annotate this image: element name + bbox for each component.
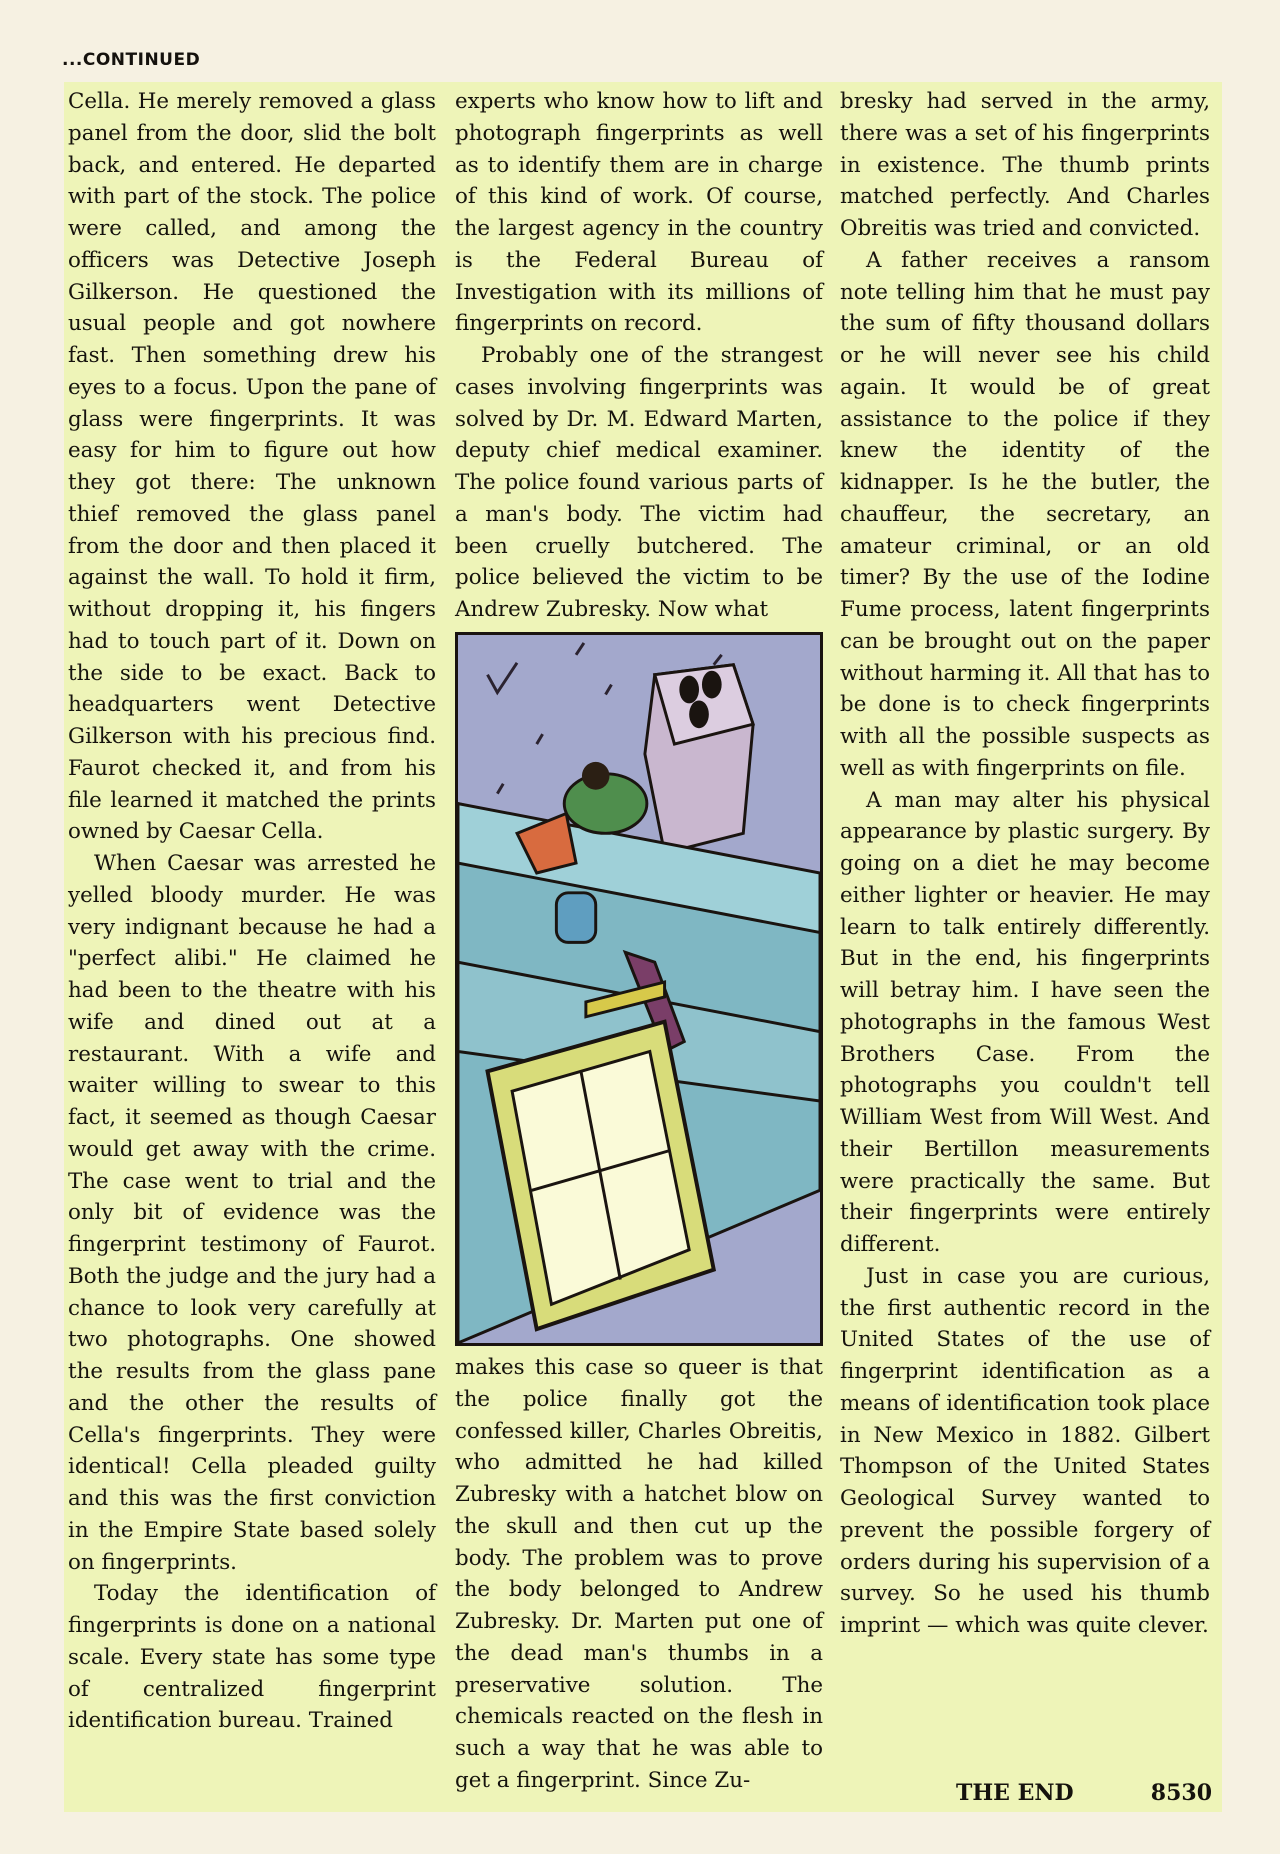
paragraph: Just in case you are curious, the first authentic record in the United States of the use of fingerprint identification as a means of identification took place in New Mexico in 1882. Gilbert Thompson of the United States Geological Survey wanted to prevent the possible forgery of orders during his supervision of a survey. So he used his thumb imprint — which was quite clever. — [840, 1263, 1210, 1638]
paragraph: Cella. He merely removed a glass panel from the door, slid the bolt back, and entered. He departed with part of the stock. The police were called, and among the officers was Detective Joseph Gilkerson. He questioned the usual people and got nowhere fast. Then something drew his eyes to a focus. Upon the pane of glass were fingerprints. It was easy for him to figure out how they got there: The unknown thief removed the glass panel from the door and then placed it against the wall. To hold it firm, without dropping it, his fingers had to touch part of it. Down on the side to be exact. Back to headquarters went Detective Gilkerson with his precious find. Faurot checked it, and from his file learned it matched the prints owned by Caesar Cella. — [68, 89, 436, 845]
paragraph: A father receives a ransom note telling him that he must pay the sum of fifty thousand dollars or he will never see his child again. It would be of great assistance to the police if they knew the identity of the kidnapper. Is he the butler, the chauffeur, the secretary, an amateur criminal, or an old timer? By the use of the Iodine Fume process, latent fingerprints can be brought out on the paper without harming it. All that has to be done is to check fingerprints with all the possible suspects as well as with fingerprints on file. — [840, 247, 1210, 781]
article-footer — [956, 1780, 1212, 1806]
article-column-3 — [840, 86, 1210, 1642]
paragraph: experts who know how to lift and photograph fingerprints as well as to identify them are in charge of this kind of work. Of course, the largest agency in the country is the Federal Bureau of Investigation with its millions of fingerprints on record. — [455, 89, 823, 337]
continued-label: ...CONTINUED — [62, 50, 201, 70]
the-end-label: THE END — [956, 1780, 1074, 1806]
page-code: 8530 — [1150, 1780, 1212, 1806]
paragraph: Today the identification of fingerprints is done on a national scale. Every state has some type of centralized fingerprint identification bureau. Trained — [68, 1581, 436, 1734]
article-column-2-top — [455, 86, 823, 626]
paragraph: A man may alter his physical appearance by plastic surgery. By going on a diet he may become either lighter or heavier. He may learn to talk entirely differently. But in the end, his fingerprints will betray him. I have seen the photographs in the famous West Brothers Case. From the photographs you couldn't tell William West from Will West. And their Bertillon measurements were practically the same. But their fingerprints were entirely different. — [840, 787, 1210, 1257]
paragraph: When Caesar was arrested he yelled bloody murder. He was very indignant because he had a "perfect alibi." He claimed he had been to the theatre with his wife and dined out at a restaurant. With a wife and waiter willing to swear to this fact, it seemed as though Caesar would get away with the crime. The case went to trial and the only bit of evidence was the fingerprint testimony of Faurot. Both the judge and the jury had a chance to look very carefully at two photographs. One showed the results from the glass pane and the other the results of Cella's fingerprints. They were identical! Cella pleaded guilty and this was the first conviction in the Empire State based solely on fingerprints. — [68, 851, 436, 1575]
paragraph: makes this case so queer is that the police finally got the confessed killer, Charles Obreitis, who admitted he had killed Zubresky with a hatchet blow on the skull and then cut up the body. The problem was to prove the body belonged to Andrew Zubresky. Dr. Marten put one of the dead man's thumbs in a preservative solution. The chemicals reacted on the flesh in such a way that he was able to get a fingerprint. Since Zu- — [455, 1355, 823, 1793]
paragraph: Probably one of the strangest cases involving fingerprints was solved by Dr. M. Edward Marten, deputy chief medical examiner. The police found various parts of a man's body. The victim had been cruelly butchered. The police believed the victim to be Andrew Zubresky. Now what — [455, 343, 823, 622]
thief-climbing-building-illustration — [455, 632, 823, 1346]
article-column-2-bottom — [455, 1352, 823, 1797]
article-column-1 — [68, 86, 436, 1737]
paragraph: bresky had served in the army, there was a set of his fingerprints in existence. The thumb prints matched perfectly. And Charles Obreitis was tried and convicted. — [840, 89, 1210, 241]
